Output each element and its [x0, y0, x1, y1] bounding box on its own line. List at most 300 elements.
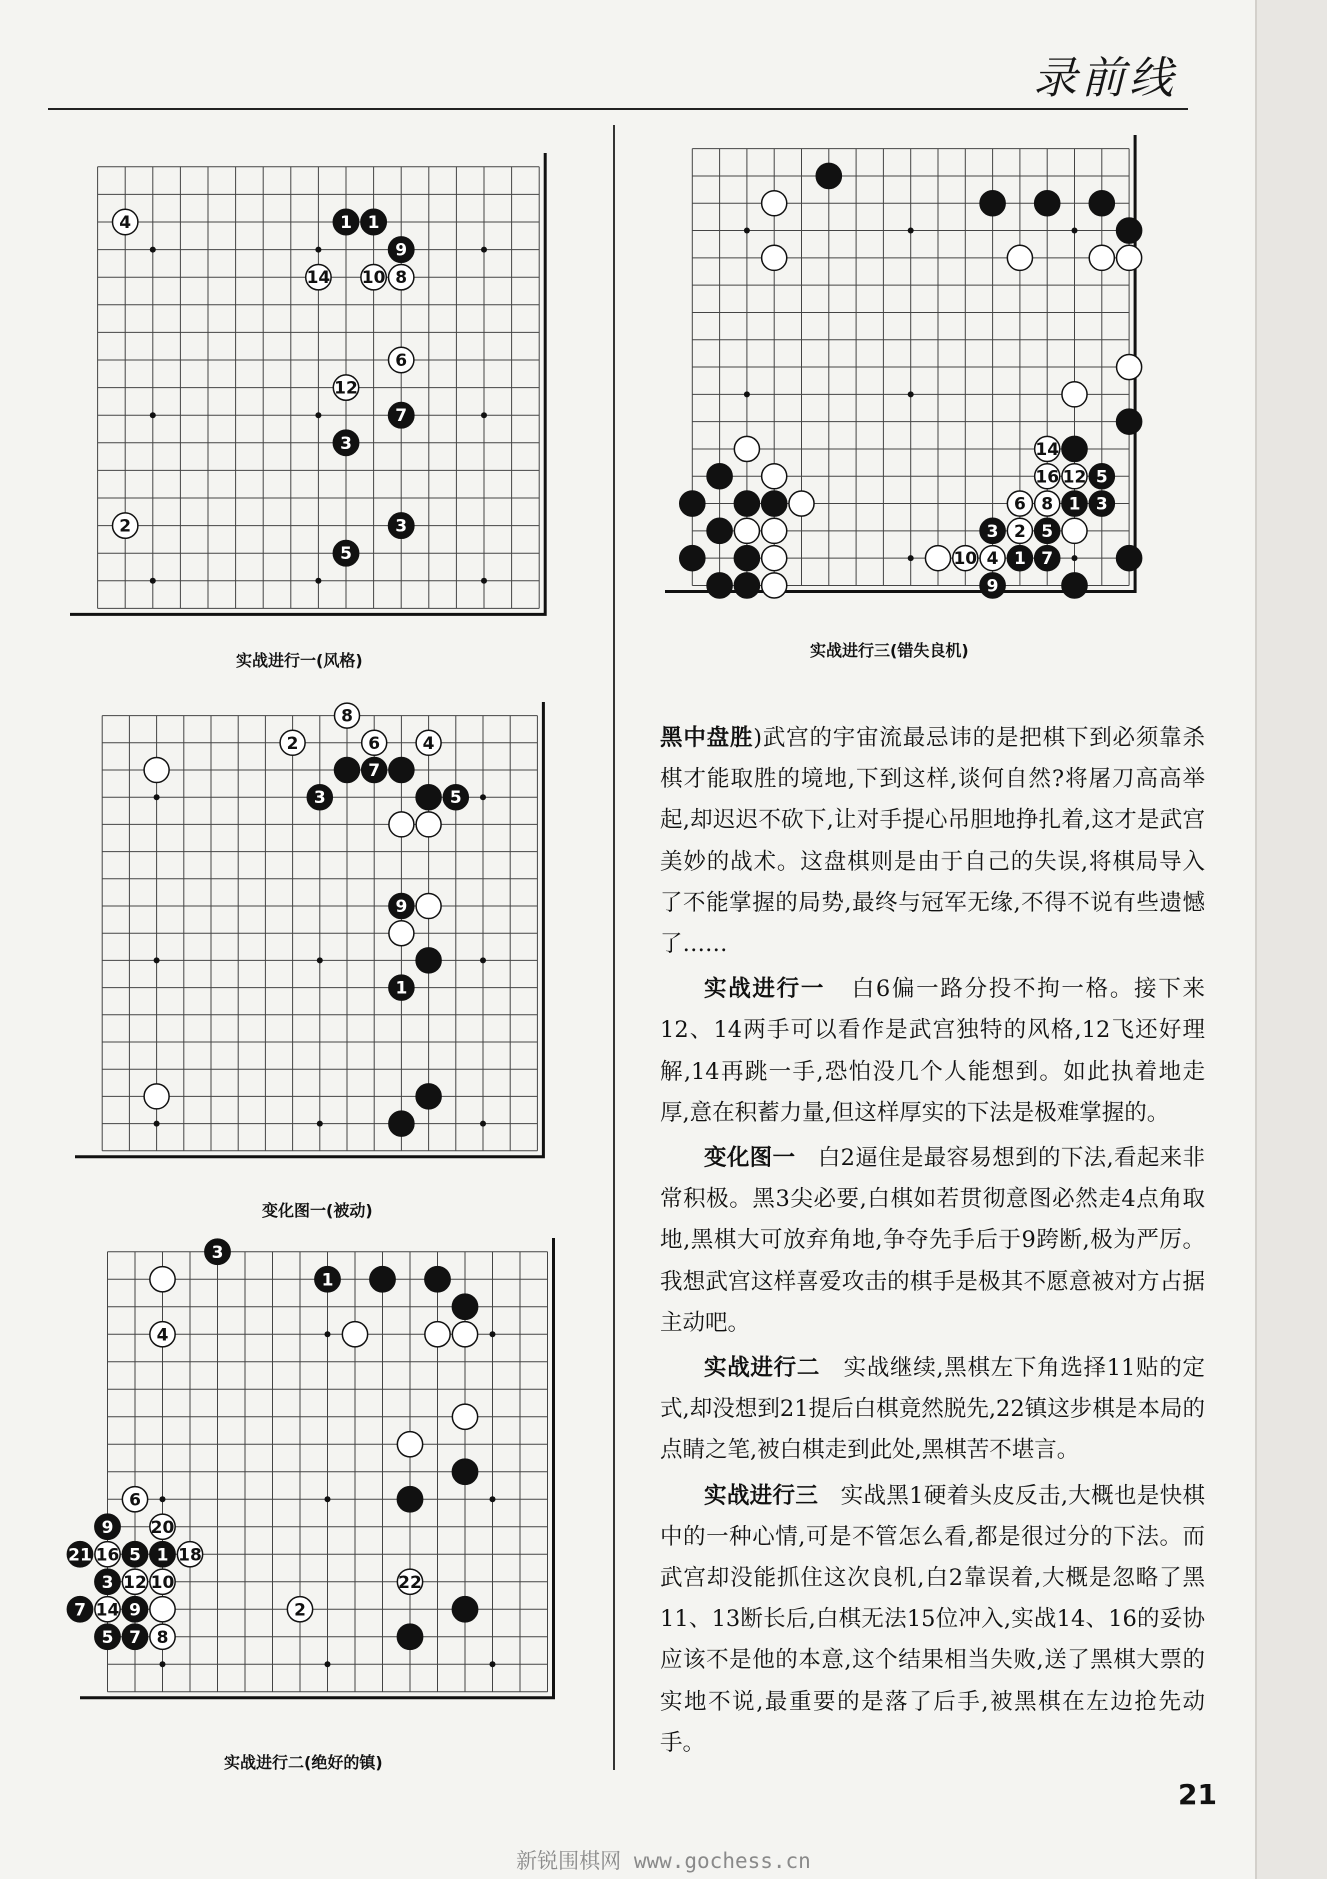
black-stone: [452, 1294, 477, 1319]
white-stone: [334, 703, 359, 728]
black-stone: [416, 948, 441, 973]
white-stone: [389, 812, 414, 837]
black-stone: [1007, 546, 1032, 571]
stone-number: 4: [986, 549, 999, 570]
stone-number: 10: [953, 549, 978, 570]
stone-disc: [1089, 191, 1114, 216]
go-board-3-svg: [68, 1238, 575, 1733]
stone-number: 2: [286, 733, 299, 754]
black-stone: [150, 1542, 175, 1567]
star-point: [160, 1661, 166, 1667]
article-body: [660, 718, 1205, 1768]
stone-number: 1: [321, 1270, 334, 1291]
stone-disc: [416, 812, 441, 837]
star-point: [154, 957, 160, 963]
board-1-caption: 实战进行一(风格): [236, 651, 363, 670]
stone-number: 7: [395, 406, 408, 427]
black-stone: [1089, 191, 1114, 216]
board-2-caption: 变化图一(被动): [262, 1201, 373, 1220]
black-stone: [1117, 546, 1142, 571]
stone-number: 7: [74, 1600, 86, 1621]
black-stone: [1089, 464, 1114, 489]
stone-disc: [452, 1459, 477, 1484]
star-point: [160, 1496, 166, 1502]
white-stone: [452, 1404, 477, 1429]
white-stone: [734, 436, 759, 461]
white-stone: [397, 1569, 422, 1594]
stone-number: 9: [395, 897, 408, 917]
stone-disc: [734, 546, 759, 571]
stone-disc: [150, 1267, 175, 1292]
stone-number: 6: [368, 733, 381, 754]
white-stone: [1007, 245, 1032, 270]
white-stone: [389, 347, 414, 372]
star-point: [315, 412, 321, 418]
white-stone: [150, 1624, 175, 1649]
white-stone: [980, 546, 1005, 571]
white-stone: [1062, 464, 1087, 489]
black-stone: [762, 491, 787, 516]
star-point: [908, 391, 914, 397]
board-3-caption: 实战进行二(绝好的镇): [224, 1753, 383, 1772]
go-board-4-svg: [662, 135, 1157, 625]
page-edge: [1257, 0, 1327, 1879]
stone-disc: [334, 757, 359, 782]
stone-number: 22: [398, 1572, 422, 1593]
stone-disc: [1062, 518, 1087, 543]
stone-disc: [925, 546, 950, 571]
stone-number: 5: [449, 788, 462, 809]
white-stone: [287, 1597, 312, 1622]
article-intro: [660, 718, 1205, 965]
stone-number: 1: [340, 213, 352, 233]
stone-disc: [734, 573, 759, 598]
white-stone: [150, 1267, 175, 1292]
black-stone: [452, 1597, 477, 1622]
header-rule: [48, 108, 1188, 110]
page-number: 21: [1178, 1778, 1217, 1811]
white-stone: [150, 1597, 175, 1622]
white-stone: [397, 1432, 422, 1457]
go-board-2-svg: [75, 690, 560, 1190]
star-point: [480, 957, 486, 963]
stone-disc: [762, 245, 787, 270]
star-point: [154, 1121, 160, 1127]
stone-disc: [389, 812, 414, 837]
stone-number: 1: [1068, 494, 1081, 515]
star-point: [744, 391, 750, 397]
white-stone: [389, 921, 414, 946]
white-stone: [280, 730, 305, 755]
stone-number: 4: [422, 733, 435, 754]
black-stone: [122, 1542, 147, 1567]
white-stone: [361, 265, 386, 290]
go-board-1: [62, 145, 547, 635]
white-stone: [1035, 464, 1060, 489]
white-stone: [789, 491, 814, 516]
stone-disc: [416, 893, 441, 918]
stone-number: 14: [1035, 439, 1060, 460]
section-1: [660, 969, 1205, 1134]
stone-number: 3: [340, 433, 352, 454]
stone-disc: [762, 464, 787, 489]
stone-disc: [734, 491, 759, 516]
stone-number: 7: [368, 761, 381, 781]
black-stone: [307, 785, 332, 810]
stone-disc: [150, 1597, 175, 1622]
black-stone: [122, 1597, 147, 1622]
star-point: [744, 228, 750, 234]
black-stone: [389, 893, 414, 918]
black-stone: [389, 757, 414, 782]
stone-number: 6: [1013, 494, 1026, 515]
star-point: [908, 555, 914, 561]
black-stone: [397, 1624, 422, 1649]
white-stone: [144, 1084, 169, 1109]
white-stone: [1089, 245, 1114, 270]
black-stone: [1089, 491, 1114, 516]
stone-number: 5: [101, 1627, 114, 1648]
stone-number: 18: [178, 1545, 202, 1566]
white-stone: [342, 1322, 367, 1347]
stone-disc: [680, 491, 705, 516]
black-stone: [67, 1542, 92, 1567]
stone-disc: [1117, 354, 1142, 379]
white-stone: [1007, 518, 1032, 543]
stone-disc: [144, 1084, 169, 1109]
white-stone: [762, 464, 787, 489]
stone-disc: [762, 491, 787, 516]
section-3-text: 实战继续,黑棋左下角选择11贴的定式,却没想到21提后白棋竟然脱先,22镇这步棋是本局的点睛之笔,被白棋走到此处,黑棋苦不堪言。: [660, 1355, 1205, 1464]
stone-disc: [762, 191, 787, 216]
white-stone: [953, 546, 978, 571]
black-stone: [1035, 191, 1060, 216]
intro-text: )武宫的宇宙流最忌讳的是把棋下到必须靠杀棋才能取胜的境地,下到这样,谈何自然?将屠刀高高举起,却迟迟不砍下,让对手提心吊胆地挣扎着,这才是武宫美妙的战术。这盘棋则是由于自己的失误,将棋局导入了不能掌握的局势,最终与冠军无缘,不得不说有些遗憾了……: [660, 725, 1205, 958]
stone-disc: [1117, 546, 1142, 571]
watermark: 新锐围棋网 www.gochess.cn: [516, 1849, 811, 1873]
stone-number: 8: [1041, 494, 1054, 515]
black-stone: [1035, 518, 1060, 543]
black-stone: [370, 1267, 395, 1292]
stone-disc: [707, 464, 732, 489]
stone-disc: [762, 518, 787, 543]
stone-disc: [707, 573, 732, 598]
black-stone: [67, 1597, 92, 1622]
black-stone: [680, 491, 705, 516]
stone-number: 16: [95, 1545, 120, 1566]
stone-disc: [389, 1111, 414, 1136]
stone-disc: [452, 1322, 477, 1347]
white-stone: [177, 1542, 202, 1567]
black-stone: [1062, 436, 1087, 461]
white-stone: [762, 573, 787, 598]
column-divider: [613, 125, 615, 1770]
stone-disc: [1117, 218, 1142, 243]
black-stone: [980, 573, 1005, 598]
white-stone: [1062, 518, 1087, 543]
stone-number: 7: [129, 1627, 141, 1648]
black-stone: [734, 573, 759, 598]
white-stone: [452, 1322, 477, 1347]
black-stone: [333, 541, 358, 566]
white-stone: [1035, 491, 1060, 516]
section-4-heading: 实战进行三: [704, 1482, 819, 1509]
star-point: [150, 578, 156, 584]
stone-disc: [1007, 245, 1032, 270]
star-point: [317, 957, 323, 963]
stone-number: 9: [101, 1517, 114, 1538]
stone-number: 9: [129, 1600, 141, 1621]
black-stone: [443, 785, 468, 810]
white-stone: [762, 546, 787, 571]
star-point: [481, 412, 487, 418]
stone-number: 2: [294, 1600, 306, 1621]
white-stone: [925, 546, 950, 571]
white-stone: [122, 1569, 147, 1594]
black-stone: [389, 237, 414, 262]
go-board-1-svg: [62, 145, 547, 635]
black-stone: [333, 430, 358, 455]
stone-number: 10: [361, 268, 386, 289]
stone-disc: [762, 546, 787, 571]
white-stone: [122, 1487, 147, 1512]
black-stone: [122, 1624, 147, 1649]
white-stone: [113, 513, 138, 538]
stone-disc: [389, 921, 414, 946]
section-2-text: 白2逼住是最容易想到的下法,看起来非常积极。黑3尖必要,白棋如若贯彻意图必然走4点角取地,黑棋大可放弃角地,争夺先手后于9跨断,极为严厉。我想武宫这样喜爱攻击的棋手是极其不愿意被对方占据主动吧。: [660, 1145, 1205, 1336]
section-4: [660, 1476, 1205, 1764]
section-3-heading: 实战进行二: [704, 1355, 821, 1382]
stone-number: 7: [1041, 549, 1054, 570]
white-stone: [734, 518, 759, 543]
stone-disc: [416, 948, 441, 973]
black-stone: [707, 518, 732, 543]
stone-disc: [397, 1432, 422, 1457]
stone-disc: [680, 546, 705, 571]
black-stone: [95, 1514, 120, 1539]
stone-disc: [1062, 436, 1087, 461]
stone-disc: [734, 518, 759, 543]
black-stone: [389, 975, 414, 1000]
black-stone: [734, 546, 759, 571]
star-point: [480, 794, 486, 800]
star-point: [480, 1121, 486, 1127]
stone-number: 6: [129, 1490, 141, 1511]
stone-disc: [452, 1597, 477, 1622]
black-stone: [1117, 409, 1142, 434]
white-stone: [150, 1514, 175, 1539]
stone-number: 9: [986, 576, 999, 597]
black-stone: [1062, 573, 1087, 598]
stone-number: 3: [395, 516, 408, 537]
white-stone: [362, 730, 387, 755]
stone-disc: [789, 491, 814, 516]
stone-number: 3: [211, 1242, 224, 1263]
stone-number: 1: [367, 213, 380, 233]
star-point: [150, 412, 156, 418]
stone-number: 1: [1013, 549, 1026, 570]
white-stone: [1062, 382, 1087, 407]
stone-number: 2: [1013, 521, 1026, 542]
stone-disc: [1117, 245, 1142, 270]
stone-number: 8: [156, 1627, 169, 1648]
stone-number: 4: [156, 1325, 169, 1346]
stone-number: 3: [313, 788, 326, 809]
intro-bold: 黑中盘胜: [660, 725, 754, 751]
star-point: [1072, 555, 1078, 561]
stone-disc: [1035, 191, 1060, 216]
stone-number: 8: [395, 268, 408, 289]
black-stone: [707, 573, 732, 598]
stone-disc: [734, 436, 759, 461]
stone-number: 3: [986, 521, 999, 542]
go-board-4: [662, 135, 1157, 625]
stone-number: 10: [150, 1572, 175, 1593]
white-stone: [1007, 491, 1032, 516]
stone-disc: [1089, 245, 1114, 270]
white-stone: [425, 1322, 450, 1347]
white-stone: [762, 245, 787, 270]
white-stone: [150, 1569, 175, 1594]
star-point: [150, 247, 156, 253]
stone-number: 14: [95, 1600, 120, 1621]
stone-number: 12: [123, 1572, 147, 1593]
star-point: [317, 1121, 323, 1127]
black-stone: [389, 403, 414, 428]
stone-disc: [425, 1322, 450, 1347]
go-board-2: [75, 690, 560, 1190]
stone-disc: [144, 757, 169, 782]
white-stone: [389, 265, 414, 290]
stone-number: 1: [395, 978, 408, 999]
black-stone: [1035, 546, 1060, 571]
stone-number: 5: [129, 1545, 141, 1566]
black-stone: [707, 464, 732, 489]
stone-disc: [397, 1487, 422, 1512]
black-stone: [95, 1569, 120, 1594]
white-stone: [762, 518, 787, 543]
black-stone: [425, 1267, 450, 1292]
black-stone: [389, 513, 414, 538]
white-stone: [762, 191, 787, 216]
stone-number: 5: [1095, 467, 1108, 488]
stone-disc: [416, 1084, 441, 1109]
black-stone: [680, 546, 705, 571]
black-stone: [452, 1459, 477, 1484]
stone-disc: [707, 518, 732, 543]
section-2: [660, 1138, 1205, 1344]
section-1-text: 白6偏一路分投不拘一格。接下来12、14两手可以看作是武宫独特的风格,12飞还好理解,14再跳一手,恐怕没几个人能想到。如此执着地走厚,意在积蓄力量,但这样厚实的下法是极难掌握的。: [660, 976, 1205, 1126]
stone-number: 12: [1062, 467, 1087, 488]
stone-number: 5: [340, 544, 352, 565]
black-stone: [95, 1624, 120, 1649]
stone-disc: [425, 1267, 450, 1292]
star-point: [325, 1496, 331, 1502]
section-1-heading: 实战进行一: [704, 976, 826, 1003]
white-stone: [1117, 245, 1142, 270]
star-point: [325, 1661, 331, 1667]
stone-disc: [452, 1404, 477, 1429]
white-stone: [306, 265, 331, 290]
stone-number: 6: [395, 351, 408, 371]
black-stone: [397, 1487, 422, 1512]
page-edge-line: [1255, 0, 1257, 1879]
black-stone: [333, 209, 358, 234]
black-stone: [205, 1239, 230, 1264]
stone-disc: [816, 163, 841, 188]
white-stone: [144, 757, 169, 782]
black-stone: [334, 757, 359, 782]
section-3: [660, 1348, 1205, 1472]
stone-disc: [416, 785, 441, 810]
stone-number: 2: [119, 516, 132, 537]
white-stone: [416, 893, 441, 918]
section-4-text: 实战黑1硬着头皮反击,大概也是快棋中的一种心情,可是不管怎么看,都是很过分的下法。而武宫却没能抓住这次良机,白2靠误着,大概是忽略了黑11、13断长后,白棋无法15位冲入,实战14、16的妥协应该不是他的本意,这个结果相当失败,送了黑棋大票的实地不说,最重要的是落了后手,被黑棋在左边抢先动手。: [660, 1482, 1205, 1756]
white-stone: [416, 812, 441, 837]
stone-disc: [980, 191, 1005, 216]
section-2-heading: 变化图一: [704, 1145, 796, 1172]
stone-number: 3: [1095, 494, 1108, 515]
stone-number: 14: [306, 268, 331, 289]
white-stone: [1117, 354, 1142, 379]
stone-number: 1: [156, 1545, 169, 1566]
stone-disc: [1062, 573, 1087, 598]
white-stone: [95, 1597, 120, 1622]
white-stone: [333, 375, 358, 400]
stone-disc: [342, 1322, 367, 1347]
stone-disc: [389, 757, 414, 782]
stone-number: 4: [119, 213, 132, 233]
white-stone: [95, 1542, 120, 1567]
black-stone: [734, 491, 759, 516]
black-stone: [361, 209, 386, 234]
black-stone: [980, 518, 1005, 543]
black-stone: [980, 191, 1005, 216]
header-title: 录前线: [1033, 53, 1177, 104]
star-point: [481, 247, 487, 253]
stone-number: 21: [68, 1545, 92, 1566]
star-point: [490, 1496, 496, 1502]
black-stone: [315, 1267, 340, 1292]
stone-disc: [370, 1267, 395, 1292]
white-stone: [416, 730, 441, 755]
black-stone: [389, 1111, 414, 1136]
stone-number: 5: [1041, 521, 1054, 542]
star-point: [315, 247, 321, 253]
star-point: [490, 1331, 496, 1337]
stone-disc: [452, 1294, 477, 1319]
stone-number: 20: [150, 1517, 175, 1538]
stone-number: 3: [101, 1572, 114, 1593]
stone-disc: [762, 573, 787, 598]
black-stone: [362, 757, 387, 782]
star-point: [908, 228, 914, 234]
star-point: [481, 578, 487, 584]
star-point: [315, 578, 321, 584]
star-point: [1072, 228, 1078, 234]
black-stone: [416, 785, 441, 810]
star-point: [154, 794, 160, 800]
white-stone: [1035, 436, 1060, 461]
white-stone: [150, 1322, 175, 1347]
go-board-3: [68, 1238, 575, 1733]
stone-number: 16: [1035, 467, 1060, 488]
star-point: [490, 1661, 496, 1667]
star-point: [325, 1331, 331, 1337]
board-4-caption: 实战进行三(错失良机): [810, 641, 969, 660]
white-stone: [113, 209, 138, 234]
black-stone: [416, 1084, 441, 1109]
